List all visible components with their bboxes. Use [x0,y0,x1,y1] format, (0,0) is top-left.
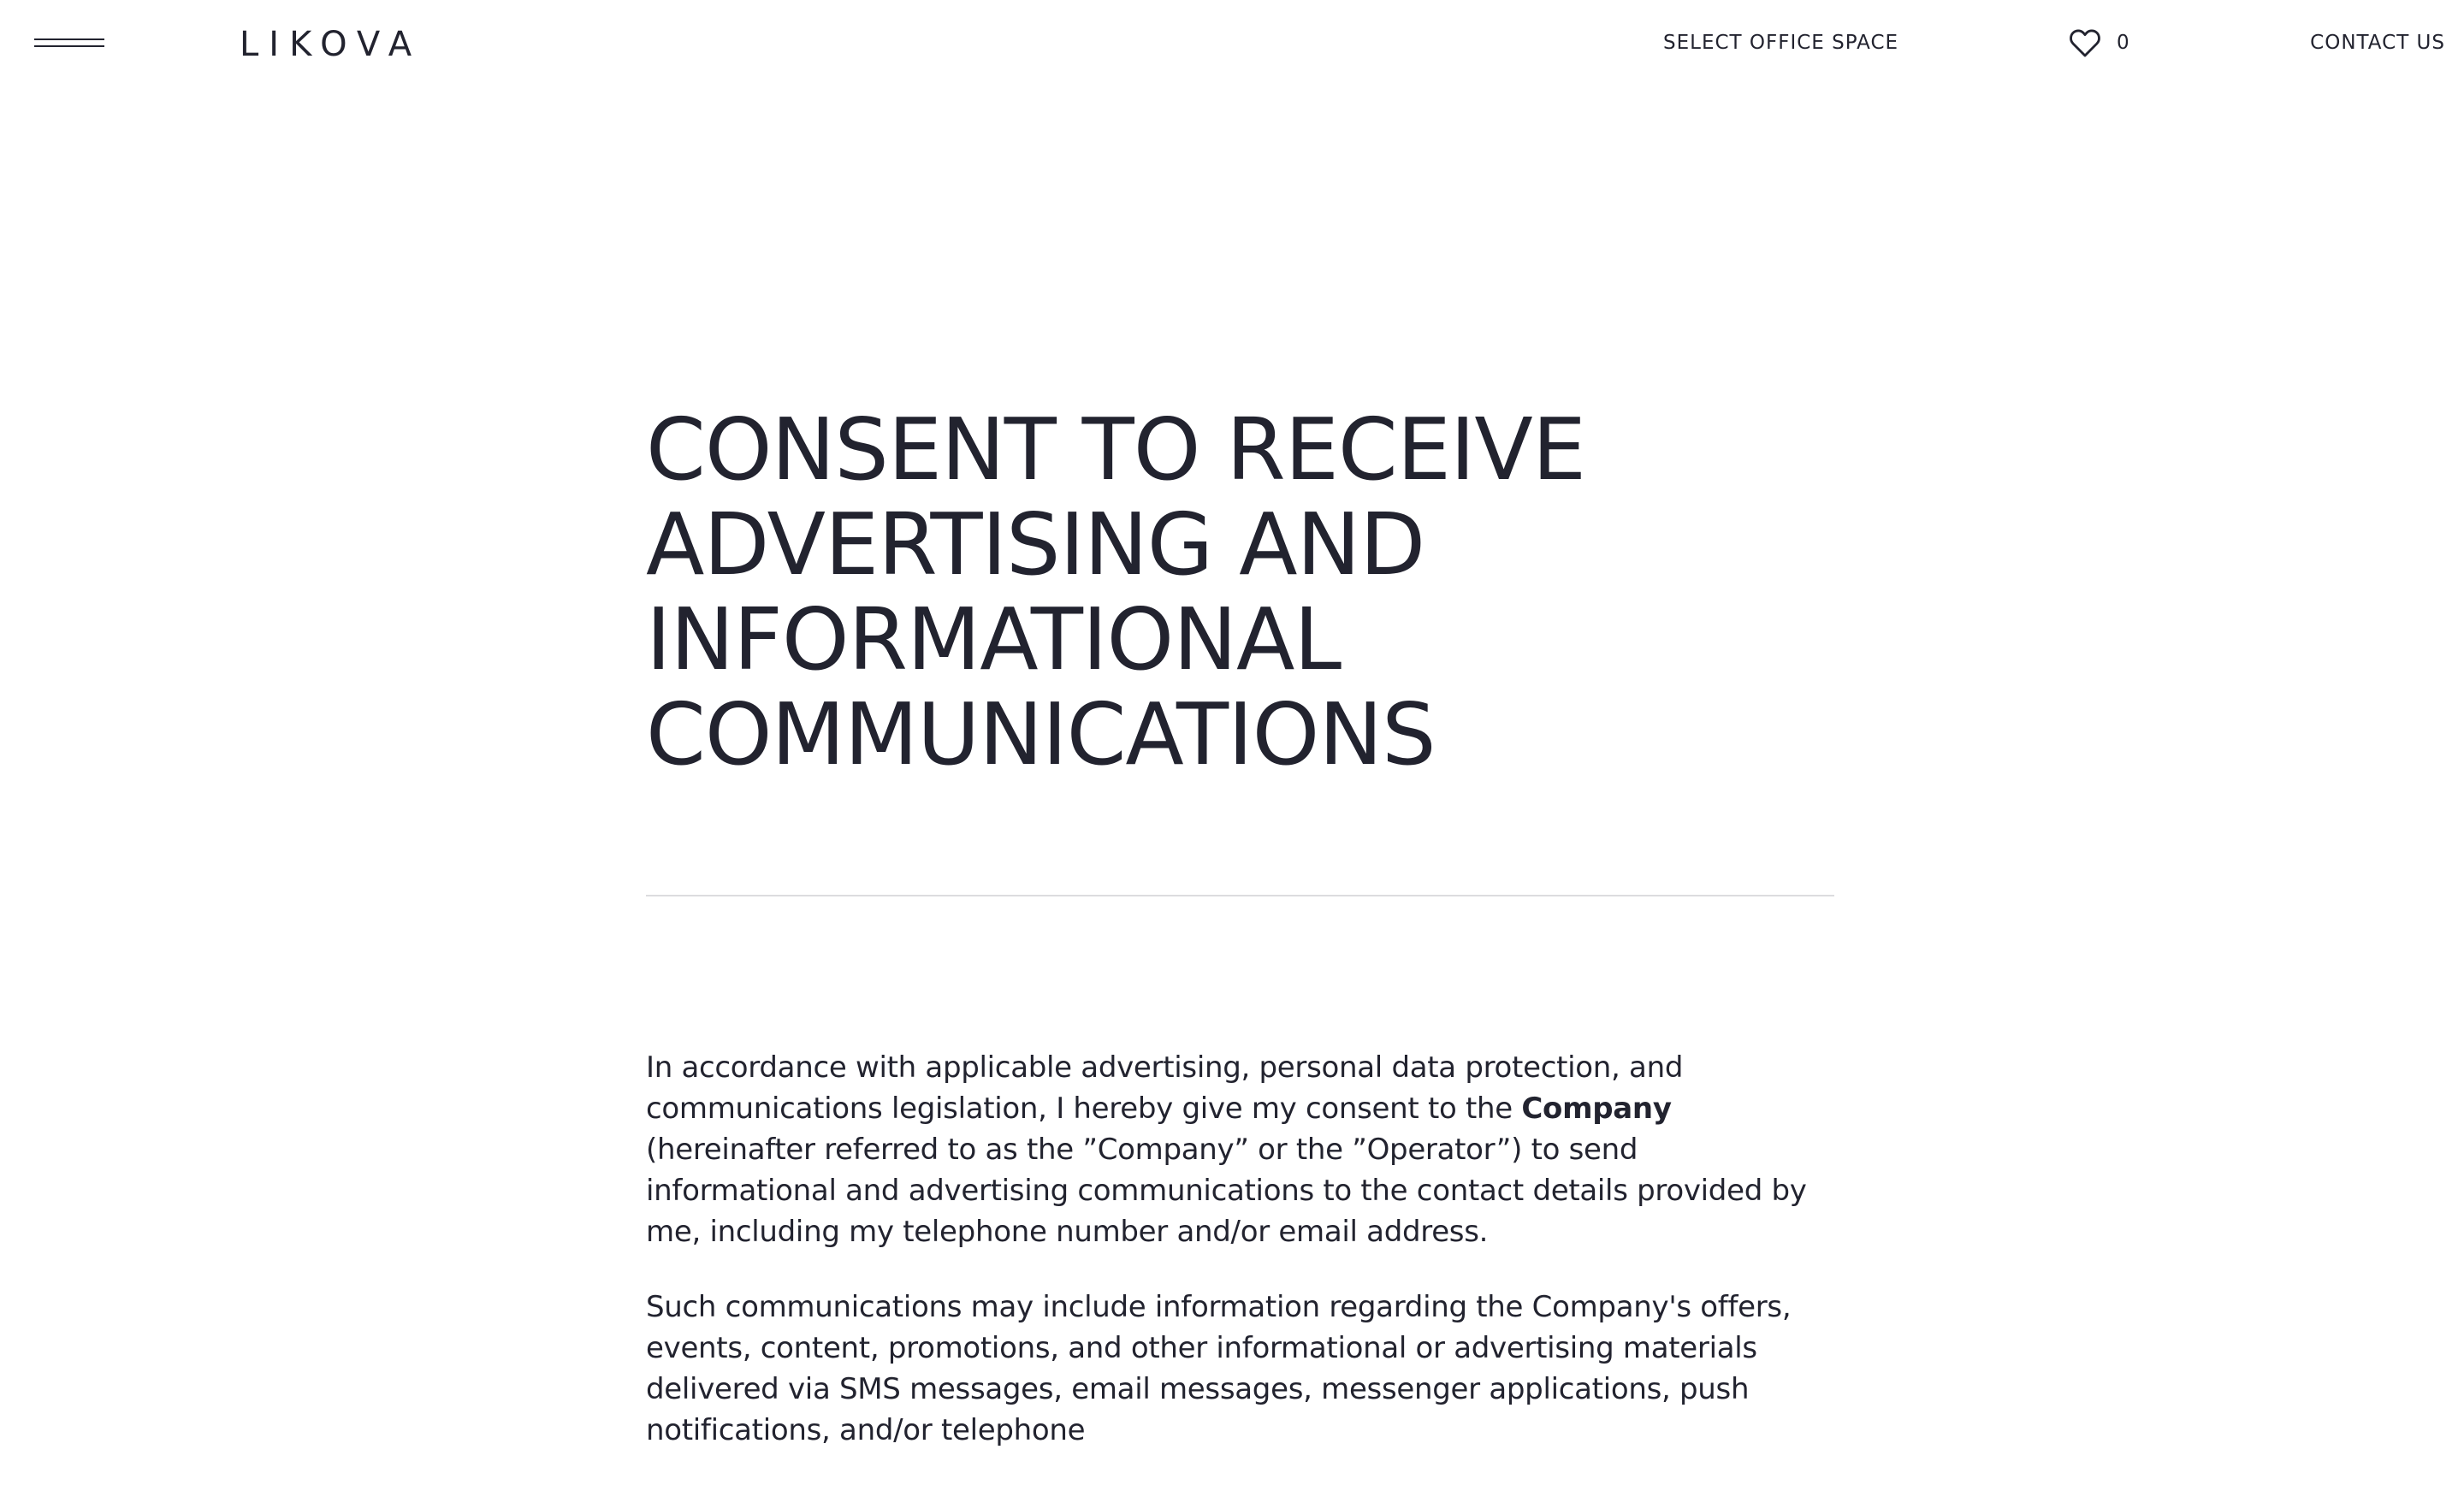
paragraph-text: In accordance with applicable advertising, personal data protection, and communications legislation, I hereby give my consent to the [646,1050,1684,1126]
consent-text [646,1047,1835,1485]
divider [646,895,1834,896]
favorites-button[interactable] [2069,26,2129,60]
select-office-space-link[interactable]: SELECT OFFICE SPACE [1663,32,1899,54]
paragraph-text: (hereinafter referred to as the ”Company” or the ”Operator”) to send informational and advertising communications to the contact details provided by me, including my telephone number and/or email address. [646,1133,1807,1249]
page-title: CONSENT TO RECEIVE ADVERTISING AND INFORMATIONAL COMMUNICATIONS [646,399,1586,784]
heart-icon [2069,27,2101,58]
paragraph: Such communications may include information regarding the Company's offers, events, content, promotions, and other informational or advertising materials delivered via SMS messages, email messages, messenger applications, push notifications, and/or telephone [646,1290,1792,1447]
company-name: Company [1521,1092,1672,1126]
paragraph [646,1047,1835,1252]
menu-icon-line [34,45,104,47]
page-content [646,399,1835,784]
site-logo[interactable]: LIKOVA [240,25,423,64]
contact-us-link[interactable]: CONTACT US [2310,32,2445,54]
favorites-count: 0 [2117,32,2129,54]
menu-icon-line [34,38,104,40]
menu-icon[interactable] [34,34,104,55]
site-header [0,0,2464,89]
